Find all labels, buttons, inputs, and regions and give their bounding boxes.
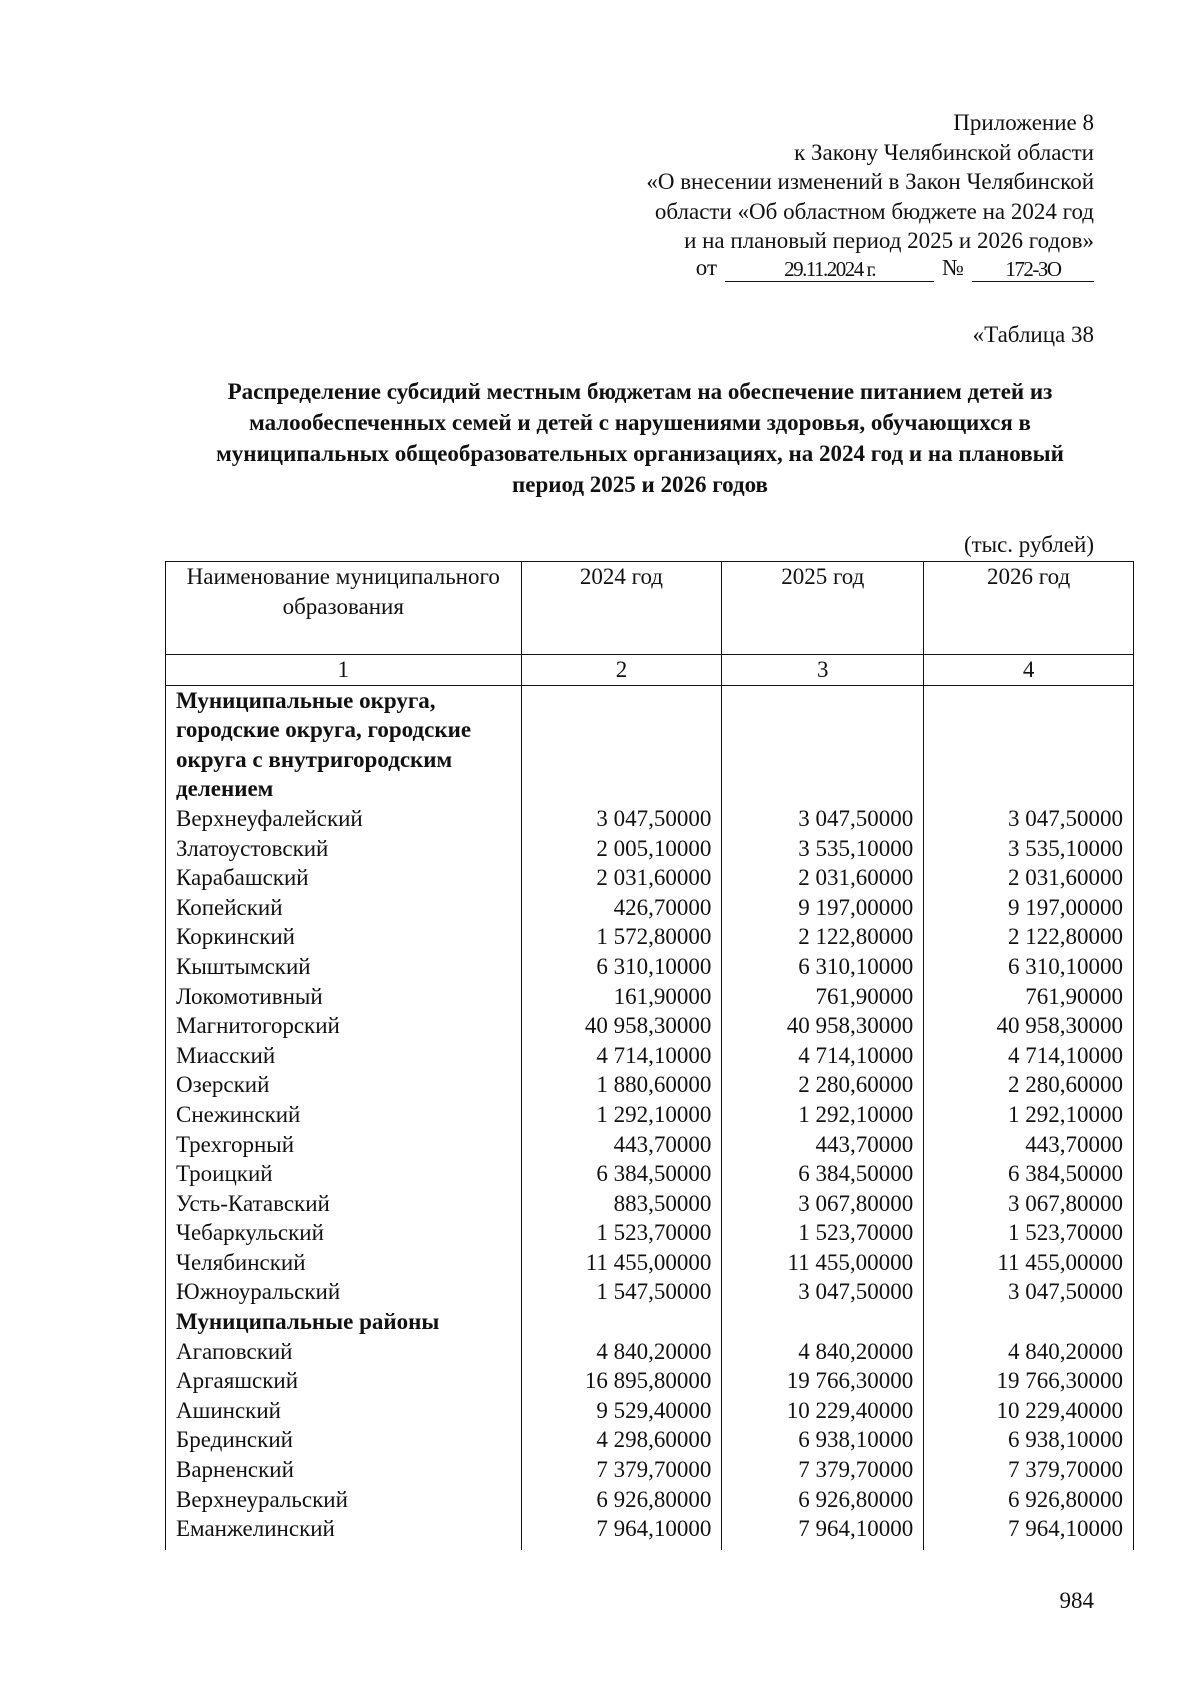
value-2026: 6 384,50000	[924, 1159, 1134, 1189]
value-2025: 2 031,60000	[722, 863, 924, 893]
signature-line	[494, 253, 1094, 283]
table-row	[166, 1189, 1134, 1219]
value-2025: 6 384,50000	[722, 1159, 924, 1189]
table-row	[166, 982, 1134, 1012]
column-header: Наименование муниципального образования	[166, 562, 522, 655]
number-label: №	[942, 254, 964, 280]
value-2025: 1 523,70000	[722, 1218, 924, 1248]
municipality-name: Магнитогорский	[166, 1011, 522, 1041]
title-line: Распределение субсидий местным бюджетам на обеспечение питанием детей из	[227, 379, 1053, 404]
value-2025	[722, 1307, 924, 1337]
from-label: от	[695, 254, 718, 280]
value-2025: 7 379,70000	[722, 1455, 924, 1485]
value-2026: 3 047,50000	[924, 1277, 1134, 1307]
value-2024: 2 005,10000	[521, 834, 722, 864]
column-header: 2026 год	[924, 562, 1134, 655]
column-number: 3	[722, 655, 924, 686]
document-header	[494, 108, 1094, 282]
value-2025: 3 535,10000	[722, 834, 924, 864]
table-row	[166, 1070, 1134, 1100]
municipality-name: Троицкий	[166, 1159, 522, 1189]
value-2026: 40 958,30000	[924, 1011, 1134, 1041]
value-2025: 3 047,50000	[722, 1277, 924, 1307]
value-2026: 19 766,30000	[924, 1366, 1134, 1396]
table-body	[166, 685, 1134, 1550]
table-row	[166, 1485, 1134, 1515]
value-2026: 11 455,00000	[924, 1248, 1134, 1278]
municipality-name: Чебаркульский	[166, 1218, 522, 1248]
value-2026: 6 926,80000	[924, 1485, 1134, 1515]
value-2025: 4 840,20000	[722, 1337, 924, 1367]
column-header: 2025 год	[722, 562, 924, 655]
value-2026: 761,90000	[924, 982, 1134, 1012]
value-2024: 2 031,60000	[521, 863, 722, 893]
table-row	[166, 1514, 1134, 1544]
municipality-name: Локомотивный	[166, 982, 522, 1012]
value-2026: 9 197,00000	[924, 893, 1134, 923]
table-row	[166, 1425, 1134, 1455]
value-2026: 4 840,20000	[924, 1337, 1134, 1367]
value-2025: 6 938,10000	[722, 1425, 924, 1455]
table-row	[166, 1159, 1134, 1189]
value-2026: 7 964,10000	[924, 1514, 1134, 1544]
value-2025: 2 122,80000	[722, 922, 924, 952]
value-2024: 3 047,50000	[521, 804, 722, 834]
value-2026: 6 310,10000	[924, 952, 1134, 982]
value-2024: 4 298,60000	[521, 1425, 722, 1455]
value-2024: 1 523,70000	[521, 1218, 722, 1248]
table-end-spacer	[166, 1544, 1134, 1550]
value-2026: 3 047,50000	[924, 804, 1134, 834]
value-2025: 7 964,10000	[722, 1514, 924, 1544]
value-2026: 3 067,80000	[924, 1189, 1134, 1219]
value-2025: 443,70000	[722, 1130, 924, 1160]
value-2025: 9 197,00000	[722, 893, 924, 923]
table-group-row	[166, 685, 1134, 804]
value-2026: 7 379,70000	[924, 1455, 1134, 1485]
value-2024: 11 455,00000	[521, 1248, 722, 1278]
value-2025: 6 926,80000	[722, 1485, 924, 1515]
column-number-row	[166, 655, 1134, 686]
value-2024: 16 895,80000	[521, 1366, 722, 1396]
value-2026: 4 714,10000	[924, 1041, 1134, 1071]
municipality-name: Варненский	[166, 1455, 522, 1485]
municipality-name: Агаповский	[166, 1337, 522, 1367]
municipality-name: Муниципальные районы	[166, 1307, 522, 1337]
value-2026	[924, 1307, 1134, 1337]
municipality-name: Ашинский	[166, 1396, 522, 1426]
header-line: Приложение 8	[953, 110, 1094, 135]
value-2024: 1 880,60000	[521, 1070, 722, 1100]
table-row	[166, 1248, 1134, 1278]
municipality-name: Челябинский	[166, 1248, 522, 1278]
table-row	[166, 1277, 1134, 1307]
spacer-cell	[924, 1544, 1134, 1550]
value-2024: 1 547,50000	[521, 1277, 722, 1307]
value-2024: 1 292,10000	[521, 1100, 722, 1130]
column-number: 4	[924, 655, 1134, 686]
value-2025: 3 067,80000	[722, 1189, 924, 1219]
municipality-name: Брединский	[166, 1425, 522, 1455]
table-group-row	[166, 1307, 1134, 1337]
table-row	[166, 834, 1134, 864]
table-row	[166, 1011, 1134, 1041]
value-2025: 11 455,00000	[722, 1248, 924, 1278]
value-2025: 4 714,10000	[722, 1041, 924, 1071]
municipality-name: Озерский	[166, 1070, 522, 1100]
table-row	[166, 863, 1134, 893]
spacer-cell	[521, 1544, 722, 1550]
value-2025: 6 310,10000	[722, 952, 924, 982]
value-2024: 4 840,20000	[521, 1337, 722, 1367]
municipality-name: Усть-Катавский	[166, 1189, 522, 1219]
value-2026: 2 280,60000	[924, 1070, 1134, 1100]
table-row	[166, 1337, 1134, 1367]
law-date: 29.11.2024 г.	[725, 257, 934, 282]
value-2024: 4 714,10000	[521, 1041, 722, 1071]
header-line: области «Об областном бюджете на 2024 год	[654, 198, 1094, 224]
title-line: муниципальных общеобразовательных организациях, на 2024 год и на плановый	[216, 441, 1064, 466]
table-row	[166, 1100, 1134, 1130]
value-2024: 426,70000	[521, 893, 722, 923]
value-2025: 19 766,30000	[722, 1366, 924, 1396]
value-2026: 3 535,10000	[924, 834, 1134, 864]
title-line: период 2025 и 2026 годов	[512, 472, 768, 497]
municipality-name: Копейский	[166, 893, 522, 923]
value-2024: 6 926,80000	[521, 1485, 722, 1515]
value-2026	[924, 685, 1134, 804]
table-row	[166, 1218, 1134, 1248]
value-2024: 1 572,80000	[521, 922, 722, 952]
spacer-cell	[722, 1544, 924, 1550]
municipality-name: Южноуральский	[166, 1277, 522, 1307]
value-2025: 10 229,40000	[722, 1396, 924, 1426]
table-label: «Таблица 38	[972, 322, 1094, 347]
subsidy-table	[165, 561, 1134, 1550]
municipality-name: Миасский	[166, 1041, 522, 1071]
value-2025: 2 280,60000	[722, 1070, 924, 1100]
column-number: 1	[166, 655, 522, 686]
table-row	[166, 1041, 1134, 1071]
value-2026: 1 523,70000	[924, 1218, 1134, 1248]
table-row	[166, 1396, 1134, 1426]
value-2026: 6 938,10000	[924, 1425, 1134, 1455]
municipality-name: Верхнеуральский	[166, 1485, 522, 1515]
value-2024: 161,90000	[521, 982, 722, 1012]
table-header-row	[166, 562, 1134, 655]
table-row	[166, 922, 1134, 952]
value-2024: 6 384,50000	[521, 1159, 722, 1189]
column-number: 2	[521, 655, 722, 686]
value-2024: 7 379,70000	[521, 1455, 722, 1485]
header-line: и на плановый период 2025 и 2026 годов»	[684, 228, 1094, 253]
table-row	[166, 893, 1134, 923]
table-row	[166, 1455, 1134, 1485]
document-title	[150, 376, 1130, 500]
value-2026: 443,70000	[924, 1130, 1134, 1160]
units-label: (тыс. рублей)	[963, 532, 1094, 557]
table-row	[166, 952, 1134, 982]
municipality-name: Златоустовский	[166, 834, 522, 864]
municipality-name: Кыштымский	[166, 952, 522, 982]
spacer-cell	[166, 1544, 522, 1550]
municipality-name: Трехгорный	[166, 1130, 522, 1160]
header-line: к Закону Челябинской области	[794, 139, 1094, 165]
table-row	[166, 1130, 1134, 1160]
header-line: «О внесении изменений в Закон Челябинской	[646, 169, 1094, 194]
value-2026: 1 292,10000	[924, 1100, 1134, 1130]
value-2026: 2 031,60000	[924, 863, 1134, 893]
municipality-name: Снежинский	[166, 1100, 522, 1130]
value-2024: 40 958,30000	[521, 1011, 722, 1041]
value-2025: 1 292,10000	[722, 1100, 924, 1130]
page-number: 984	[1059, 1588, 1094, 1613]
value-2024: 883,50000	[521, 1189, 722, 1219]
value-2024	[521, 685, 722, 804]
value-2026: 2 122,80000	[924, 922, 1134, 952]
value-2024	[521, 1307, 722, 1337]
value-2024: 7 964,10000	[521, 1514, 722, 1544]
value-2025: 3 047,50000	[722, 804, 924, 834]
column-header: 2024 год	[521, 562, 722, 655]
value-2024: 9 529,40000	[521, 1396, 722, 1426]
municipality-name: Аргаяшский	[166, 1366, 522, 1396]
municipality-name: Коркинский	[166, 922, 522, 952]
law-number: 172-ЗО	[972, 257, 1094, 282]
municipality-name: Еманжелинский	[166, 1514, 522, 1544]
municipality-name: Верхнеуфалейский	[166, 804, 522, 834]
table-row	[166, 804, 1134, 834]
value-2024: 6 310,10000	[521, 952, 722, 982]
value-2026: 10 229,40000	[924, 1396, 1134, 1426]
value-2025: 40 958,30000	[722, 1011, 924, 1041]
value-2025	[722, 685, 924, 804]
value-2024: 443,70000	[521, 1130, 722, 1160]
value-2025: 761,90000	[722, 982, 924, 1012]
municipality-name: Карабашский	[166, 863, 522, 893]
municipality-name: Муниципальные округа, городские округа, городские округа с внутригородским делением	[166, 685, 522, 804]
table-row	[166, 1366, 1134, 1396]
title-line: малообеспеченных семей и детей с нарушениями здоровья, обучающихся в	[249, 410, 1031, 435]
